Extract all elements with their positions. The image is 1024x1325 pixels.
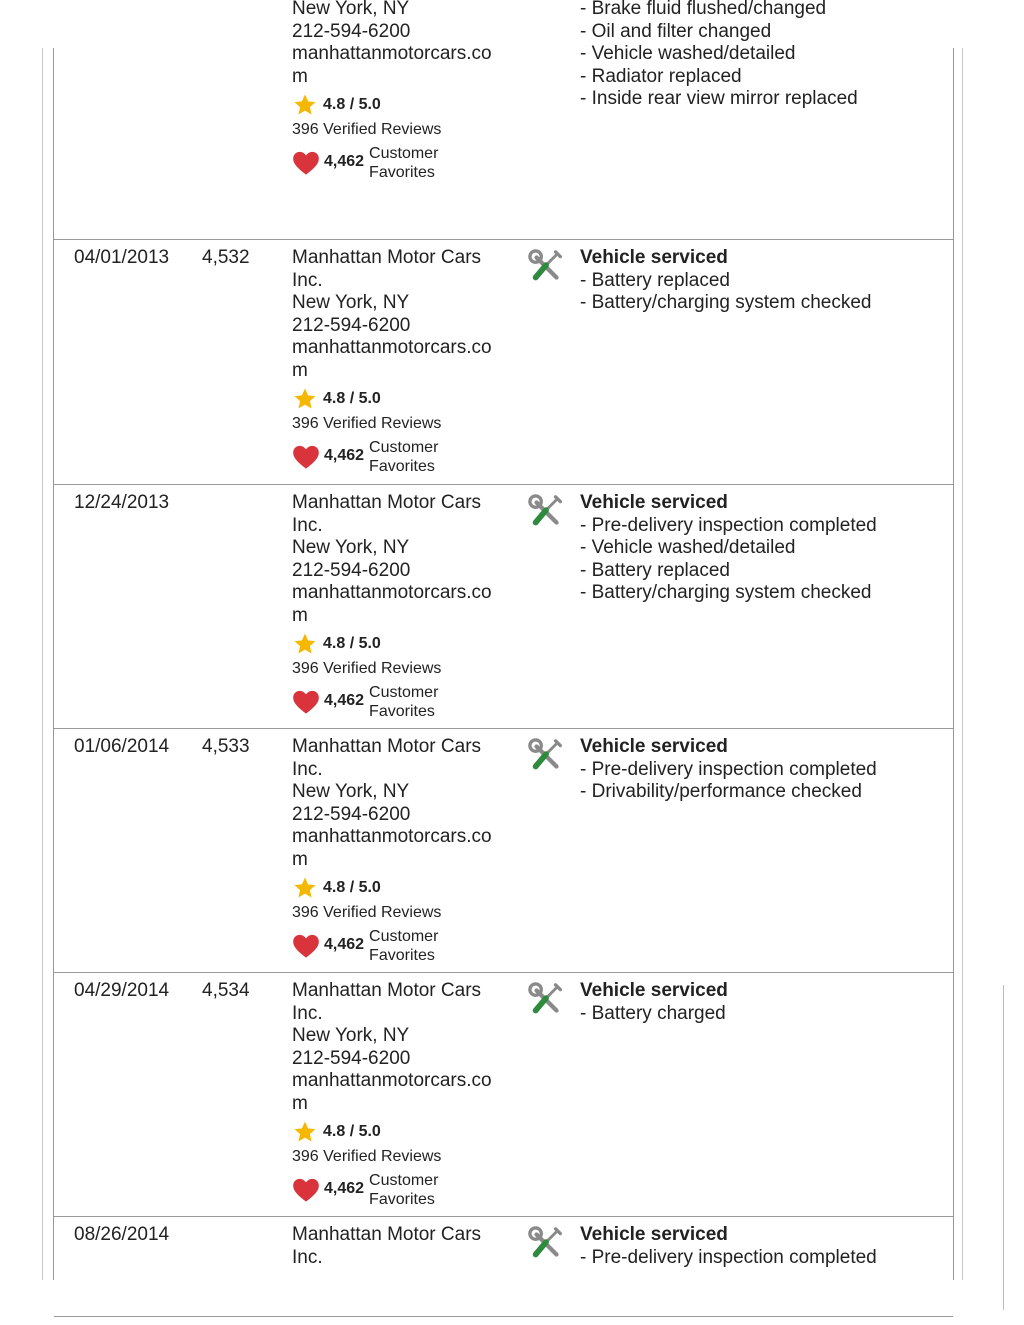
- service-item: - Radiator replaced: [580, 66, 858, 89]
- service-record-row: [54, 1216, 953, 1317]
- facility-name-line: Manhattan Motor Cars: [292, 492, 482, 513]
- facility-name-line: Manhattan Motor Cars: [292, 1224, 482, 1245]
- service-details: [580, 492, 877, 605]
- facility-website[interactable]: manhattanmotorcars.co: [292, 1070, 492, 1091]
- wrench-screwdriver-icon: [528, 982, 566, 1020]
- service-facility: [292, 736, 514, 965]
- odometer-reading: 4,532: [202, 247, 250, 268]
- service-details: [580, 247, 871, 315]
- heart-icon: [292, 150, 320, 176]
- scan-edge-line: [1003, 985, 1004, 1310]
- verified-reviews[interactable]: 396 Verified Reviews: [292, 415, 442, 432]
- facility-phone: 212-594-6200: [292, 314, 411, 336]
- star-icon: [292, 876, 318, 900]
- favorites-count: 4,462: [324, 936, 365, 954]
- rating-line: [292, 876, 514, 900]
- facility-website[interactable]: manhattanmotorcars.co: [292, 582, 492, 603]
- wrench-screwdriver-icon: [528, 1226, 566, 1264]
- facility-location: New York, NY: [292, 537, 410, 558]
- service-record-row: [54, 728, 953, 973]
- favorites-label: [369, 927, 438, 965]
- star-icon: [292, 1120, 318, 1144]
- service-item: - Brake fluid flushed/changed: [580, 0, 858, 21]
- service-facility: [292, 1224, 514, 1269]
- rating-line: [292, 632, 514, 656]
- facility-website[interactable]: m: [292, 848, 308, 870]
- favorites-label-line: Customer: [369, 438, 439, 456]
- favorites-count: 4,462: [324, 692, 365, 710]
- facility-website[interactable]: manhattanmotorcars.co: [292, 43, 492, 64]
- service-item: - Pre-delivery inspection completed: [580, 759, 877, 782]
- favorites-line: [292, 1171, 514, 1209]
- service-details: [580, 1224, 877, 1269]
- facility-website[interactable]: m: [292, 1092, 308, 1114]
- rating-value: 4.8 / 5.0: [323, 634, 381, 652]
- facility-name-line: Inc.: [292, 1246, 323, 1268]
- wrench-screwdriver-icon: [528, 249, 566, 287]
- service-item: - Vehicle washed/detailed: [580, 43, 858, 66]
- facility-name-line: Manhattan Motor Cars: [292, 980, 482, 1001]
- heart-icon: [292, 444, 320, 470]
- facility-name-line: Inc.: [292, 514, 323, 536]
- facility-name-line: Manhattan Motor Cars: [292, 736, 482, 757]
- service-record-row: [54, 0, 953, 240]
- service-facility: [292, 247, 514, 476]
- favorites-count: 4,462: [324, 447, 365, 465]
- service-item: - Battery charged: [580, 1003, 728, 1026]
- favorites-label: [369, 144, 438, 182]
- favorites-label: [369, 683, 438, 721]
- service-item: - Battery replaced: [580, 270, 871, 293]
- service-details: [580, 980, 728, 1025]
- facility-name-line: Manhattan Motor Cars: [292, 247, 482, 268]
- star-icon: [292, 387, 318, 411]
- favorites-count: 4,462: [324, 1180, 365, 1198]
- service-date: 01/06/2014: [74, 736, 170, 757]
- service-item: - Inside rear view mirror replaced: [580, 88, 858, 111]
- favorites-label-line: Customer: [369, 927, 439, 945]
- service-date: 04/29/2014: [74, 980, 170, 1001]
- service-title: Vehicle serviced: [580, 1224, 728, 1245]
- service-item: - Pre-delivery inspection completed: [580, 515, 877, 538]
- odometer-reading: 4,533: [202, 736, 250, 757]
- service-date: 12/24/2013: [74, 492, 170, 513]
- favorites-line: [292, 683, 514, 721]
- facility-website[interactable]: manhattanmotorcars.co: [292, 826, 492, 847]
- service-facility: [292, 980, 514, 1209]
- star-icon: [292, 93, 318, 117]
- favorites-line: [292, 144, 514, 182]
- facility-phone: 212-594-6200: [292, 1047, 411, 1069]
- service-item: - Pre-delivery inspection completed: [580, 1247, 877, 1270]
- facility-location: New York, NY: [292, 781, 410, 802]
- service-details: [580, 736, 877, 804]
- service-record-row: [54, 239, 953, 485]
- service-title: Vehicle serviced: [580, 736, 728, 757]
- favorites-label-line: Favorites: [369, 457, 435, 475]
- facility-location: New York, NY: [292, 292, 410, 313]
- rating-value: 4.8 / 5.0: [323, 389, 381, 407]
- service-details: [580, 0, 858, 111]
- rating-value: 4.8 / 5.0: [323, 1122, 381, 1140]
- wrench-screwdriver-icon: [528, 738, 566, 776]
- service-title: Vehicle serviced: [580, 980, 728, 1001]
- rating-line: [292, 93, 514, 117]
- facility-website[interactable]: m: [292, 604, 308, 626]
- rating-line: [292, 1120, 514, 1144]
- service-date: 08/26/2014: [74, 1224, 170, 1245]
- service-facility: [292, 492, 514, 721]
- favorites-label-line: Favorites: [369, 163, 435, 181]
- service-facility: [292, 0, 514, 182]
- facility-website[interactable]: m: [292, 359, 308, 381]
- wrench-screwdriver-icon: [528, 494, 566, 532]
- favorites-label-line: Favorites: [369, 702, 435, 720]
- service-record-row: [54, 972, 953, 1217]
- verified-reviews[interactable]: 396 Verified Reviews: [292, 121, 442, 138]
- service-item: - Battery replaced: [580, 560, 877, 583]
- facility-name-line: Inc.: [292, 269, 323, 291]
- service-history-table: [53, 0, 954, 1280]
- favorites-label-line: Customer: [369, 1171, 439, 1189]
- heart-icon: [292, 933, 320, 959]
- rating-value: 4.8 / 5.0: [323, 95, 381, 113]
- verified-reviews[interactable]: 396 Verified Reviews: [292, 660, 442, 677]
- facility-website[interactable]: m: [292, 65, 308, 87]
- verified-reviews[interactable]: 396 Verified Reviews: [292, 904, 442, 921]
- odometer-reading: 4,534: [202, 980, 250, 1001]
- facility-website[interactable]: manhattanmotorcars.co: [292, 337, 492, 358]
- verified-reviews[interactable]: 396 Verified Reviews: [292, 1148, 442, 1165]
- favorites-label-line: Favorites: [369, 946, 435, 964]
- favorites-label-line: Customer: [369, 683, 439, 701]
- favorites-label-line: Customer: [369, 144, 439, 162]
- service-item: - Drivability/performance checked: [580, 781, 877, 804]
- favorites-label: [369, 1171, 438, 1209]
- favorites-label: [369, 438, 438, 476]
- page-border-right: [962, 48, 963, 1280]
- heart-icon: [292, 1177, 320, 1203]
- favorites-count: 4,462: [324, 153, 365, 171]
- heart-icon: [292, 689, 320, 715]
- service-record-row: [54, 484, 953, 729]
- service-item: - Battery/charging system checked: [580, 292, 871, 315]
- facility-location: New York, NY: [292, 0, 410, 19]
- service-item: - Vehicle washed/detailed: [580, 537, 877, 560]
- facility-name-line: Inc.: [292, 758, 323, 780]
- service-title: Vehicle serviced: [580, 247, 728, 268]
- favorites-line: [292, 927, 514, 965]
- service-date: 04/01/2013: [74, 247, 170, 268]
- facility-phone: 212-594-6200: [292, 20, 411, 42]
- facility-phone: 212-594-6200: [292, 559, 411, 581]
- service-item: - Battery/charging system checked: [580, 582, 877, 605]
- rating-value: 4.8 / 5.0: [323, 878, 381, 896]
- favorites-label-line: Favorites: [369, 1190, 435, 1208]
- facility-name-line: Inc.: [292, 1002, 323, 1024]
- service-item: - Oil and filter changed: [580, 21, 858, 44]
- star-icon: [292, 632, 318, 656]
- rating-line: [292, 387, 514, 411]
- facility-location: New York, NY: [292, 1025, 410, 1046]
- page-border-left: [42, 48, 43, 1280]
- facility-phone: 212-594-6200: [292, 803, 411, 825]
- favorites-line: [292, 438, 514, 476]
- service-title: Vehicle serviced: [580, 492, 728, 513]
